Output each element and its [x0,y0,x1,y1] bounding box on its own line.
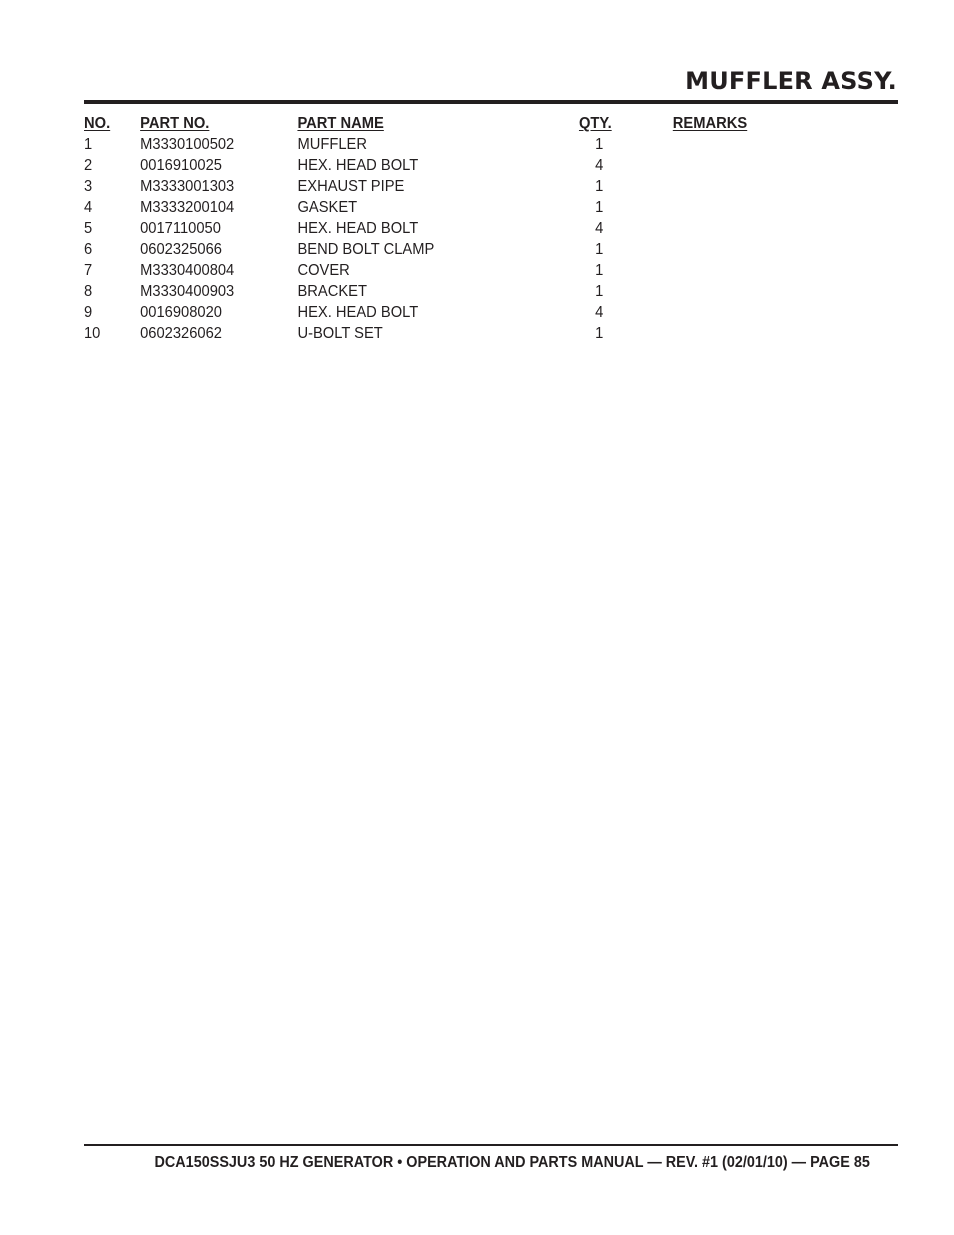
cell-no: 5 [84,220,93,237]
cell-part-name: HEX. HEAD BOLT [297,157,419,174]
cell-part-no: 0016908020 [140,304,222,321]
table-row [84,260,820,281]
cell-no: 7 [84,262,93,279]
cell-no: 10 [84,325,101,342]
cell-qty: 1 [595,262,604,279]
cell-part-name: COVER [297,262,350,279]
header-part-no: PART NO. [140,115,210,132]
cell-part-name: HEX. HEAD BOLT [297,304,419,321]
cell-no: 6 [84,241,93,258]
cell-qty: 1 [595,241,604,258]
table-row [84,302,820,323]
header-no: NO. [84,115,111,132]
cell-part-no: 0602326062 [140,325,222,342]
table-row [84,323,820,344]
page-title: MUFFLER ASSY. [685,67,897,95]
cell-part-name: BEND BOLT CLAMP [297,241,435,258]
cell-part-name: EXHAUST PIPE [297,178,405,195]
cell-part-no: 0602325066 [140,241,222,258]
cell-part-name: HEX. HEAD BOLT [297,220,419,237]
footer-divider [84,1144,898,1146]
cell-part-no: M3330100502 [140,136,235,153]
cell-qty: 1 [595,325,604,342]
table-row [84,281,820,302]
header-remarks: REMARKS [672,115,748,132]
table-row [84,155,820,176]
table-body [84,134,884,344]
table-row [84,218,820,239]
table-row [84,239,820,260]
cell-part-no: 0016910025 [140,157,222,174]
cell-no: 3 [84,178,93,195]
cell-qty: 1 [595,136,604,153]
cell-no: 2 [84,157,93,174]
cell-no: 1 [84,136,93,153]
cell-part-no: M3333200104 [140,199,235,216]
table-row [84,176,820,197]
cell-qty: 4 [595,220,604,237]
title-divider [84,100,898,104]
table-header-row [84,113,820,134]
cell-part-name: U-BOLT SET [297,325,383,342]
cell-part-no: M3333001303 [140,178,235,195]
header-qty: QTY. [578,115,612,132]
table-row [84,134,820,155]
cell-qty: 1 [595,178,604,195]
cell-qty: 4 [595,157,604,174]
cell-part-no: 0017110050 [140,220,221,237]
cell-qty: 1 [595,199,604,216]
cell-part-name: GASKET [297,199,358,216]
cell-part-name: MUFFLER [297,136,367,153]
cell-no: 9 [84,304,93,321]
parts-table [84,113,884,344]
cell-qty: 4 [595,304,604,321]
cell-no: 4 [84,199,93,216]
page-footer: DCA150SSJU3 50 HZ GENERATOR • OPERATION AND PARTS MANUAL — REV. #1 (02/01/10) — PAGE 85 [154,1154,870,1171]
cell-part-no: M3330400804 [140,262,235,279]
cell-qty: 1 [595,283,604,300]
cell-part-no: M3330400903 [140,283,235,300]
cell-no: 8 [84,283,93,300]
table-row [84,197,820,218]
header-part-name: PART NAME [297,115,384,132]
cell-part-name: BRACKET [297,283,367,300]
